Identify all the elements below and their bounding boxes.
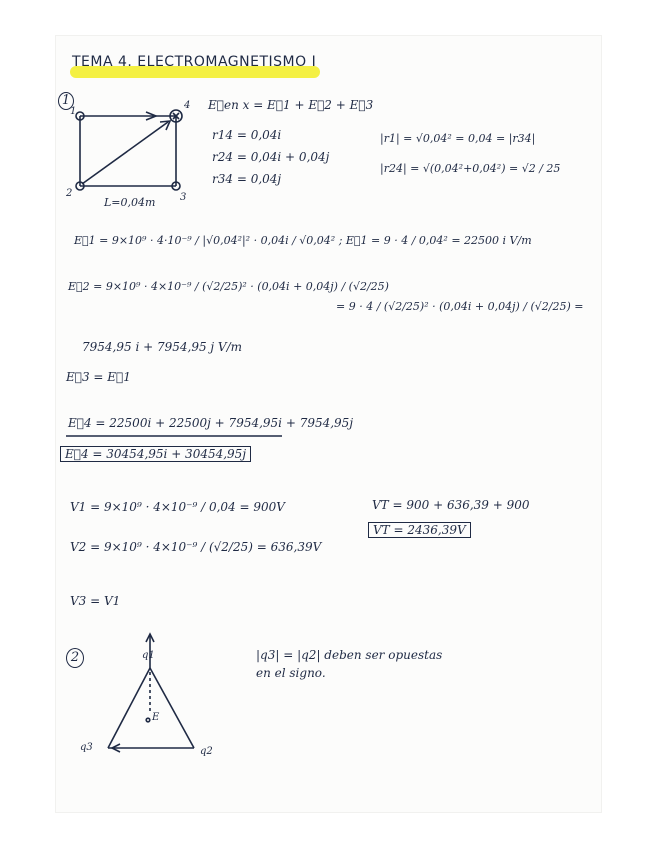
charge-note-line2: en el signo. [256, 666, 326, 680]
corner-label-2: 2 [66, 188, 73, 199]
E3-equation: E⃗3 = E⃗1 [66, 370, 131, 384]
r1-modulus: |r1| = √0,04² = 0,04 = |r34| [380, 132, 536, 145]
charge-q2-label: q2 [200, 746, 213, 757]
triangle-charge-diagram [80, 628, 230, 758]
E1-equation: E⃗1 = 9×10⁹ · 4·10⁻⁹ / |√0,04²|² · 0,04i / √0,04² ; E⃗1 = 9 · 4 / 0,04² = 22500 i V/m [74, 234, 532, 247]
V3-equation: V3 = V1 [70, 594, 121, 608]
charge-q1-label: q1 [142, 650, 155, 661]
E4-equation: E⃗4 = 22500i + 22500j + 7954,95i + 7954,95j [68, 416, 354, 430]
problem-2-number: 2 [66, 648, 84, 668]
r24-vector: r24 = 0,04i + 0,04j [212, 150, 330, 164]
corner-label-4: 4 [184, 100, 191, 111]
VT-sum: VT = 900 + 636,39 + 900 [372, 498, 530, 512]
problem-1-number: 1 [58, 92, 74, 110]
V1-equation: V1 = 9×10⁹ · 4×10⁻⁹ / 0,04 = 900V [70, 500, 285, 514]
E2-equation-b: = 9 · 4 / (√2/25)² · (0,04i + 0,04j) / (√2/25) = [336, 300, 584, 313]
field-sum-equation: E⃗en x = E⃗1 + E⃗2 + E⃗3 [208, 98, 374, 112]
E4-underline [66, 434, 286, 438]
r24-modulus: |r24| = √(0,04²+0,04²) = √2 / 25 [380, 162, 561, 175]
E4-result-box: E⃗4 = 30454,95i + 30454,95j [60, 446, 251, 462]
VT-result-box: VT = 2436,39V [368, 522, 471, 538]
r34-vector: r34 = 0,04j [212, 172, 282, 186]
charge-q3-label: q3 [80, 742, 93, 753]
side-length-label: L=0,04m [104, 196, 156, 209]
page-title: TEMA 4. ELECTROMAGNETISMO I [72, 54, 317, 70]
corner-label-3: 3 [180, 192, 187, 203]
E2-equation-a: E⃗2 = 9×10⁹ · 4×10⁻⁹ / (√2/25)² · (0,04i + 0,04j) / (√2/25) [68, 280, 389, 293]
charge-note-line1: |q3| = |q2| deben ser opuestas [256, 648, 443, 662]
field-E-label: E [152, 712, 160, 723]
E2-result: 7954,95 i + 7954,95 j V/m [82, 340, 243, 354]
corner-label-1: 1 [70, 106, 77, 117]
r14-vector: r14 = 0,04i [212, 128, 282, 142]
V2-equation: V2 = 9×10⁹ · 4×10⁻⁹ / (√2/25) = 636,39V [70, 540, 322, 554]
square-charge-diagram [60, 100, 190, 210]
